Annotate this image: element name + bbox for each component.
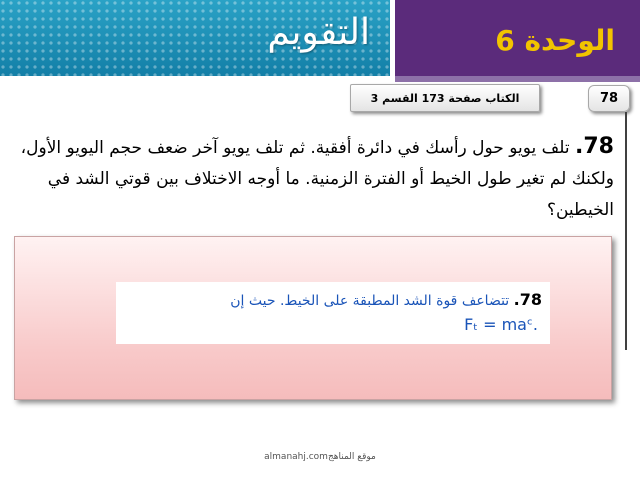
header-banner-right <box>395 0 640 76</box>
unit-title: الوحدة 6 <box>495 24 615 57</box>
book-reference-label: الكتاب صفحة 173 القسم 3 <box>370 91 520 105</box>
header-underline <box>395 76 640 82</box>
answer-card <box>116 282 550 344</box>
section-title: التقويم <box>267 12 370 53</box>
answer-number: 78. <box>513 290 542 309</box>
question-text: تلف يويو حول رأسك في دائرة أفقية. ثم تلف يويو آخر ضعف حجم اليويو الأول، ولكنك لم تغير طول الخيط أو الفترة الزمنية. ما أوجه الاختلاف بين قوتي الشد في الخيطين؟ <box>20 138 614 220</box>
footer-text: almanahj.comموقع المناهج <box>264 452 376 462</box>
question-number: 78. <box>575 134 614 159</box>
book-reference-box <box>350 84 540 112</box>
vertical-divider <box>625 112 627 350</box>
page-number-box <box>588 85 630 112</box>
header-banner-left <box>0 0 390 76</box>
answer-text: تتضاعف قوة الشد المطبقة على الخيط. حيث إن <box>230 293 510 309</box>
answer-formula: Fₜ = maᶜ. <box>464 315 538 334</box>
footer-watermark <box>0 452 640 462</box>
question-block <box>10 131 614 226</box>
page-number: 78 <box>599 91 619 106</box>
